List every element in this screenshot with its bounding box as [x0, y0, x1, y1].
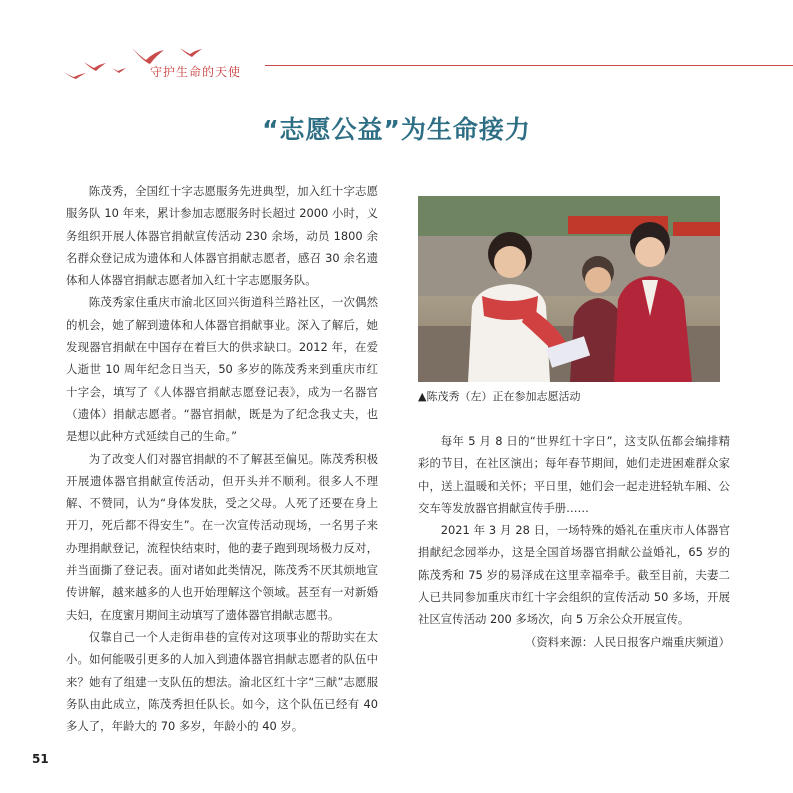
paragraph: 每年 5 月 8 日的“世界红十字日”，这支队伍都会编排精彩的节目，在社区演出；每年春节期间，她们走进困难群众家中，送上温暖和关怀；平日里，她们会一起走进轻轨车厢、公交车等发放器官捐献宣传手册…… [418, 434, 730, 515]
paragraph: 为了改变人们对器官捐献的不了解甚至偏见。陈茂秀积极开展遗体器官捐献宣传活动，但开头并不顺利。很多人不理解、不赞同，认为“身体发肤，受之父母。人死了还要在身上开刀，死后都不得安生”。在一次宣传活动现场，一名男子来办理捐献登记，流程快结束时，他的妻子跑到现场极力反对，并当面撕了登记表。面对诸如此类情况，陈茂秀不厌其烦地宣传讲解，越来越多的人也开始理解这个领域。甚至有一对新婚夫妇，在度蜜月期间主动填写了遗体器官捐献志愿书。 [66, 451, 378, 622]
volunteer-photo [418, 196, 720, 382]
paragraph: 陈茂秀家住重庆市渝北区回兴街道科兰路社区，一次偶然的机会，她了解到遗体和人体器官捐献事业。深入了解后，她发现器官捐献在中国存在着巨大的供求缺口。2012 年，在爱人逝世 10 周年纪念日当天，50 多岁的陈茂秀来到重庆市红十字会，填写了《人体器官捐献志愿登记表》，成为一名器官（遗体）捐献志愿者。“器官捐献，既是为了纪念我丈夫，也是想以此种方式延续自己的生命。” [66, 295, 378, 444]
page-number: 51 [32, 752, 49, 766]
right-column [418, 430, 730, 653]
source-note: （资料来源：人民日报客户端重庆频道） [524, 634, 730, 649]
paragraph: 2021 年 3 月 28 日，一场特殊的婚礼在重庆市人体器官捐献纪念园举办，这是全国首场器官捐献公益婚礼，65 岁的陈茂秀和 75 岁的易泽成在这里幸福牵手。截至目前，夫妻二人已共同参加重庆市红十字会组织的宣传活动 50 多场，开展社区宣传活动 200 多场次，向 5 万余公众开展宣传。 [418, 523, 730, 627]
section-label: 守护生命的天使 [150, 65, 242, 79]
photo-caption: ▲陈茂秀（左）正在参加志愿活动 [418, 390, 581, 403]
page-header [0, 0, 793, 90]
paragraph: 陈茂秀，全国红十字志愿服务先进典型，加入红十字志愿服务队 10 年来，累计参加志愿服务时长超过 2000 小时，义务组织开展人体器官捐献宣传活动 230 余场，动员 1800 余名群众登记成为遗体和人体器官捐献志愿者，感召 30 余名遗体和人体器官捐献志愿者加入红十字志愿服务队。 [66, 184, 378, 288]
header-divider [265, 65, 793, 66]
paragraph: 仅靠自己一个人走街串巷的宣传对这项事业的帮助实在太小。如何能吸引更多的人加入到遗体器官捐献志愿者的队伍中来？她有了组建一支队伍的想法。渝北区红十字“三献”志愿服务队由此成立，陈茂秀担任队长。如今，这个队伍已经有 40 多人了，年龄大的 70 多岁，年龄小的 40 岁。 [66, 629, 378, 734]
article-title: “志愿公益”为生命接力 [262, 115, 531, 144]
left-column [66, 180, 378, 737]
